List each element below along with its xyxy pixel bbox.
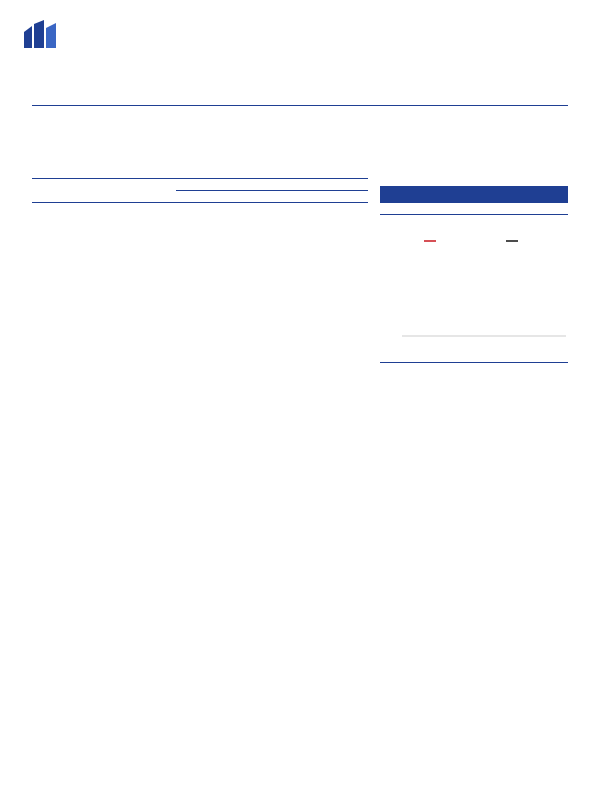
great-wall-logo-icon — [22, 20, 58, 50]
industry-trend-chart — [380, 234, 570, 352]
col-header-eps — [176, 179, 272, 191]
col-subheader — [80, 191, 128, 203]
col-header-code — [32, 179, 80, 191]
industry-rating-badge — [380, 186, 568, 203]
col-subheader — [32, 191, 80, 203]
report-header — [0, 0, 600, 60]
col-subheader — [272, 191, 320, 203]
col-header-pe — [272, 179, 368, 191]
col-subheader — [224, 191, 272, 203]
stock-rating-table — [32, 178, 368, 203]
title-divider — [32, 105, 568, 106]
col-subheader — [176, 191, 224, 203]
trend-section-title — [380, 212, 568, 215]
col-subheader — [320, 191, 368, 203]
col-header-rating — [128, 179, 176, 191]
col-subheader — [128, 191, 176, 203]
authors-section-title — [380, 360, 568, 363]
col-header-name — [80, 179, 128, 191]
